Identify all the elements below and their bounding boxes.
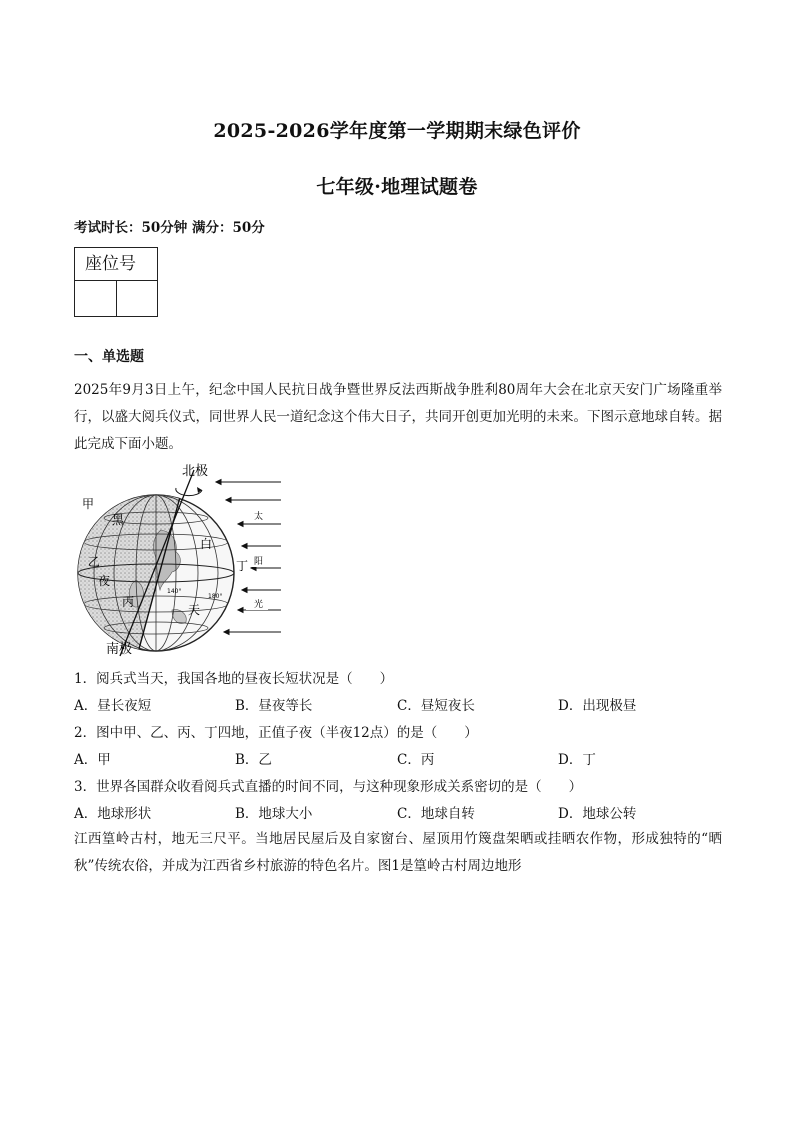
south-pole-label: 南极 (106, 642, 133, 657)
point-label-jia: 甲 (82, 497, 95, 511)
longitude-label-180: 180° (208, 593, 223, 600)
option-b: B．地球大小 (235, 806, 313, 822)
sunlight-char: 阳 (254, 557, 264, 567)
seat-number-box (74, 247, 158, 317)
seat-number-label: 座位号 (75, 248, 157, 281)
section-title: 一、单选题 (74, 349, 144, 365)
exam-title: 2025-2026学年度第一学期期末绿色评价 (213, 120, 581, 142)
sunlight-char: 光 (254, 600, 264, 610)
day-label-bai: 白 (200, 537, 213, 551)
option-c: C．地球自转 (397, 806, 475, 822)
point-label-yi: 乙 (88, 555, 101, 569)
day-label-tian: 天 (188, 603, 201, 617)
point-label-ding: 丁 (236, 559, 249, 573)
night-label-hei: 黑 (112, 513, 125, 527)
earth-rotation-figure (76, 460, 286, 660)
exam-subtitle: 七年级·地理试题卷 (316, 176, 478, 198)
option-b: B．乙 (235, 752, 272, 768)
night-label-ye: 夜 (98, 574, 111, 588)
option-a: A．甲 (74, 752, 111, 768)
second-paragraph: 江西篁岭古村，地无三尺平。当地居民屋后及自家窗台、屋顶用竹篾盘架晒或挂晒农作物，形成独特的“晒秋”传统农俗，并成为江西省乡村旅游的特色名片。图1是篁岭古村周边地形 (74, 831, 722, 874)
option-b: B．昼夜等长 (235, 698, 313, 714)
exam-info: 考试时长：50分钟 满分：50分 (74, 220, 265, 236)
intro-paragraph: 2025年9月3日上午，纪念中国人民抗日战争暨世界反法西斯战争胜利80周年大会在北京天安门广场隆重举行，以盛大阅兵仪式，同世界人民一道纪念这个伟大日子，共同开创更加光明的未来。下图示意地球自转。据此完成下面小题。 (74, 382, 722, 452)
option-c: C．昼短夜长 (397, 698, 475, 714)
seat-number-cell (116, 281, 158, 317)
sunlight-char: 太 (254, 512, 264, 522)
question-2: 2．图中甲、乙、丙、丁四地，正值子夜（半夜12点）的是（ ） (74, 725, 478, 741)
option-d: D．地球公转 (558, 806, 637, 822)
longitude-label-140: 140° (167, 588, 182, 595)
option-a: A．地球形状 (74, 806, 152, 822)
point-label-bing: 丙 (122, 595, 135, 609)
option-d: D．出现极昼 (558, 698, 637, 714)
option-d: D．丁 (558, 752, 596, 768)
option-a: A．昼长夜短 (74, 698, 152, 714)
north-pole-label: 北极 (182, 464, 209, 479)
question-3: 3．世界各国群众收看阅兵式直播的时间不同，与这种现象形成关系密切的是（ ） (74, 779, 583, 795)
option-c: C．丙 (397, 752, 435, 768)
question-1: 1．阅兵式当天，我国各地的昼夜长短状况是（ ） (74, 671, 394, 687)
seat-number-cell (75, 281, 116, 317)
